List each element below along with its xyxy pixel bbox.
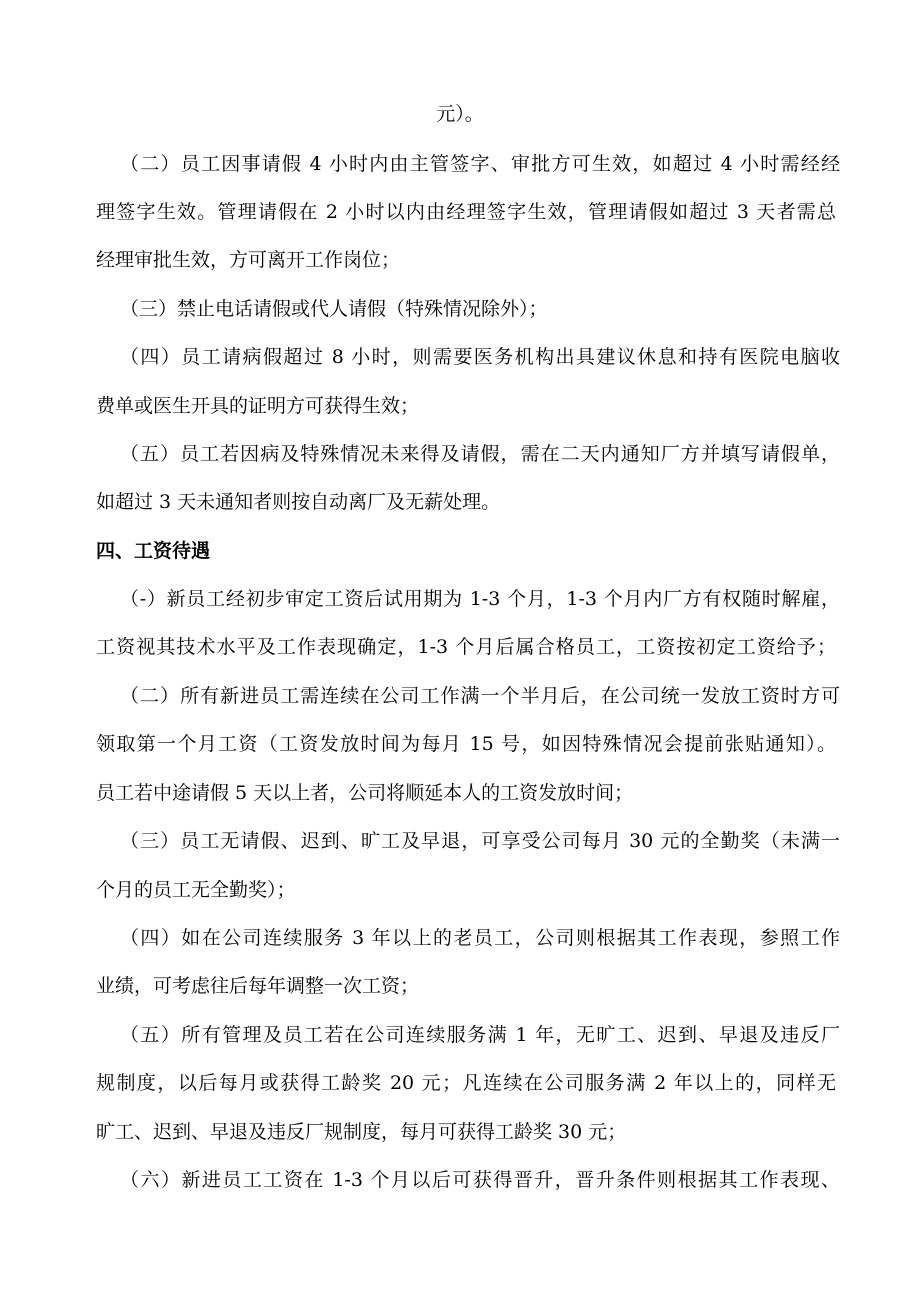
- paragraph-line: 规制度，以后每月或获得工龄奖 20 元；凡连续在公司服务满 2 年以上的，同样无: [96, 1072, 836, 1094]
- paragraph-line: 领取第一个月工资（工资发放时间为每月 15 号，如因特殊情况会提前张贴通知）。: [96, 733, 836, 755]
- paragraph-line: （二）员工因事请假 4 小时内由主管签字、审批方可生效，如超过 4 小时需经经: [120, 153, 840, 175]
- paragraph-line: 如超过 3 天未通知者则按自动离厂及无薪处理。: [96, 491, 501, 513]
- paragraph-line: 旷工、迟到、早退及违反厂规制度，每月可获得工龄奖 30 元；: [96, 1121, 627, 1143]
- paragraph-line: （四）员工请病假超过 8 小时，则需要医务机构出具建议休息和持有医院电脑收: [120, 346, 840, 368]
- paragraph-line: 经理审批生效，方可离开工作岗位；: [96, 249, 401, 271]
- paragraph-line: 个月的员工无全勤奖）；: [96, 879, 296, 901]
- paragraph-line: 员工若中途请假 5 天以上者，公司将顺延本人的工资发放时间；: [96, 782, 634, 804]
- paragraph-line: （三）员工无请假、迟到、旷工及早退，可享受公司每月 30 元的全勤奖（未满一: [120, 830, 840, 852]
- paragraph-line: 业绩，可考虑往后每年调整一次工资；: [96, 975, 420, 997]
- section-heading: 四、工资待遇: [96, 540, 211, 562]
- paragraph-line: （三）禁止电话请假或代人请假（特殊情况除外）；: [120, 298, 548, 320]
- paragraph-line: （四）如在公司连续服务 3 年以上的老员工，公司则根据其工作表现，参照工作: [120, 927, 840, 949]
- paragraph-line: 元）。: [436, 103, 484, 125]
- paragraph-line: （-）新员工经初步审定工资后试用期为 1-3 个月，1-3 个月内厂方有权随时解雇，: [120, 588, 840, 610]
- paragraph-line: 工资视其技术水平及工作表现确定，1-3 个月后属合格员工，工资按初定工资给予；: [96, 636, 836, 658]
- paragraph-line: （二）所有新进员工需连续在公司工作满一个半月后，在公司统一发放工资时方可: [120, 685, 840, 707]
- paragraph-line: （六）新进员工工资在 1-3 个月以后可获得晋升，晋升条件则根据其工作表现、: [120, 1169, 840, 1191]
- paragraph-line: （五）所有管理及员工若在公司连续服务满 1 年，无旷工、迟到、早退及违反厂: [120, 1024, 840, 1046]
- paragraph-line: （五）员工若因病及特殊情况未来得及请假，需在二天内通知厂方并填写请假单，: [120, 443, 840, 465]
- paragraph-line: 理签字生效。管理请假在 2 小时以内由经理签字生效，管理请假如超过 3 天者需总: [96, 201, 836, 223]
- paragraph-line: 费单或医生开具的证明方可获得生效；: [96, 395, 420, 417]
